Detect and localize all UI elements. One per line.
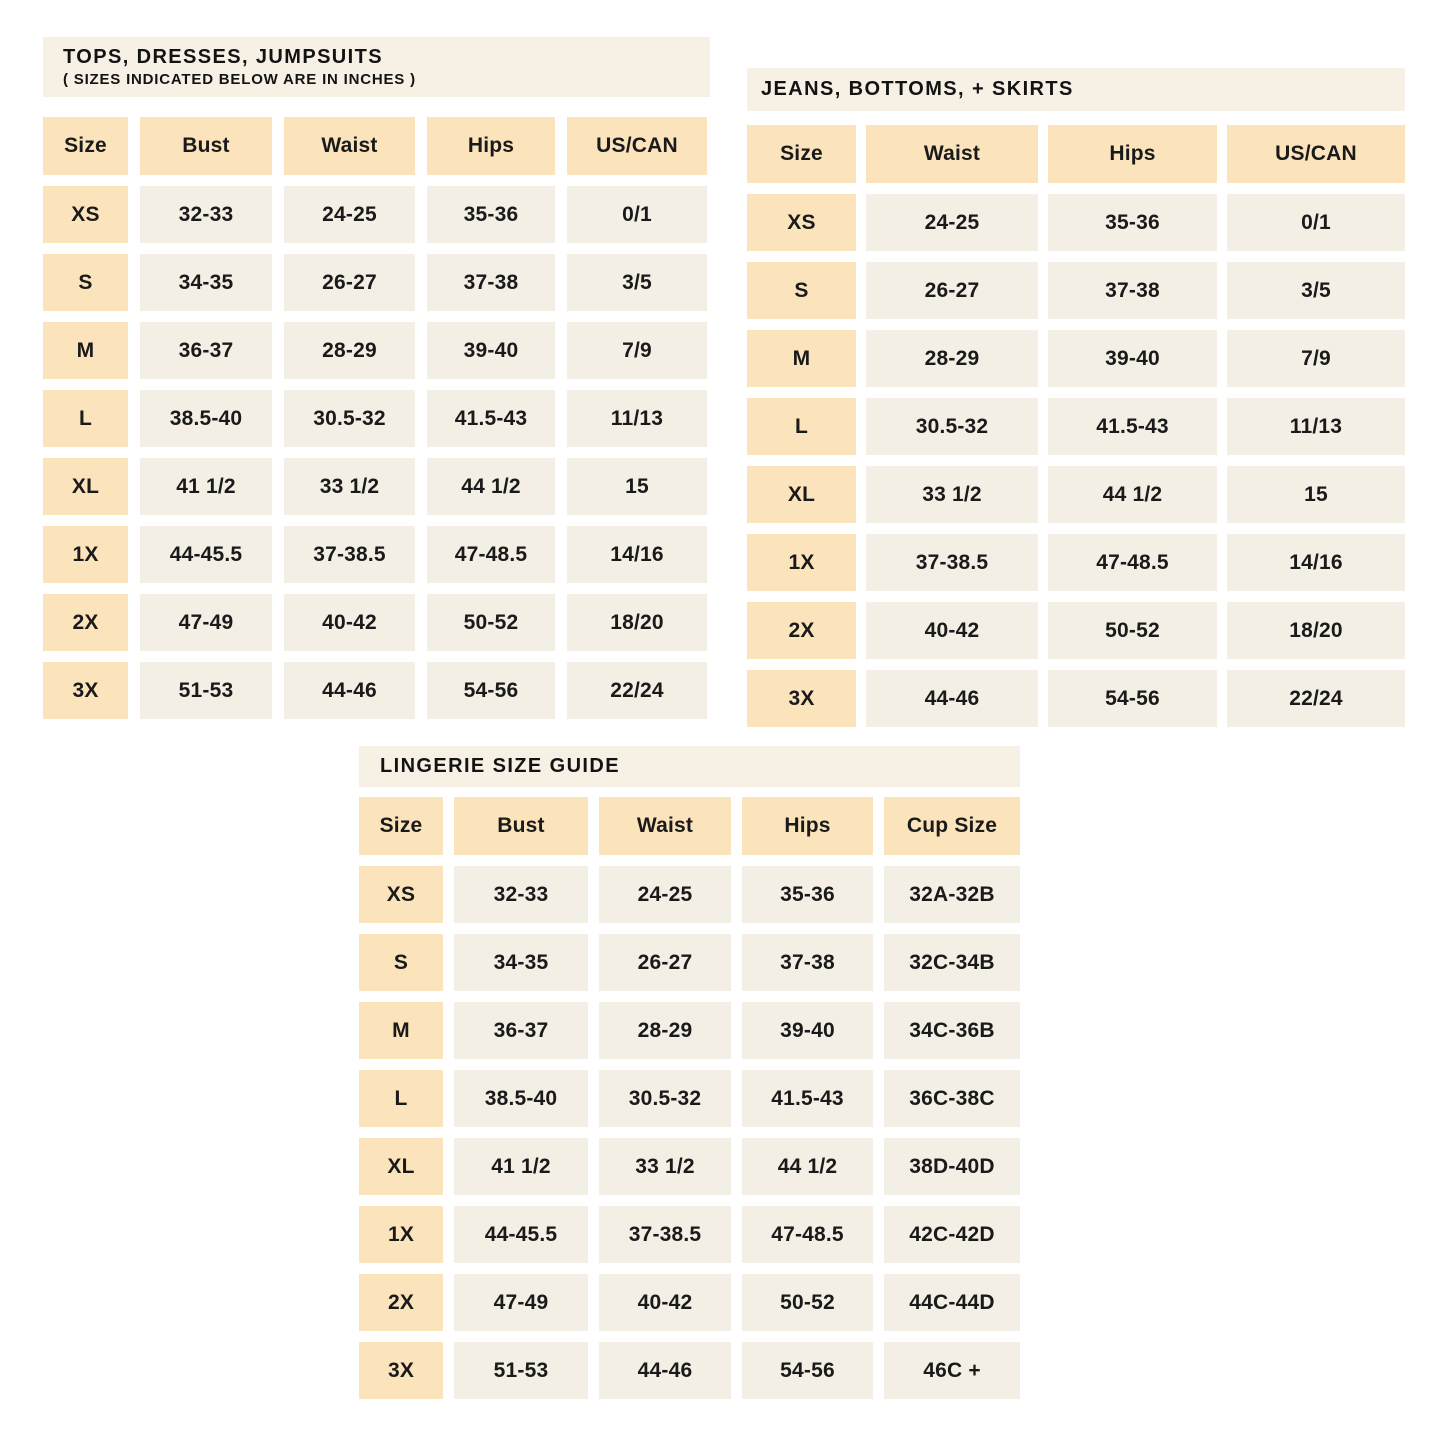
measurement-cell: 38.5-40 bbox=[140, 390, 272, 447]
column-header-waist: Waist bbox=[284, 117, 415, 175]
measurement-cell: 41.5-43 bbox=[742, 1070, 873, 1127]
measurement-cell: 18/20 bbox=[1227, 602, 1405, 659]
measurement-cell: 41.5-43 bbox=[1048, 398, 1217, 455]
measurement-cell: 41 1/2 bbox=[140, 458, 272, 515]
measurement-cell: 39-40 bbox=[742, 1002, 873, 1059]
measurement-cell: 0/1 bbox=[567, 186, 707, 243]
size-label-cell: S bbox=[747, 262, 856, 319]
size-label-cell: 1X bbox=[747, 534, 856, 591]
measurement-cell: 46C + bbox=[884, 1342, 1020, 1399]
column-header-waist: Waist bbox=[599, 797, 731, 855]
lingerie-size-guide-table bbox=[359, 746, 1020, 1399]
measurement-cell: 34C-36B bbox=[884, 1002, 1020, 1059]
size-label-cell: S bbox=[43, 254, 128, 311]
column-header-waist: Waist bbox=[866, 125, 1038, 183]
jeans-table-title: JEANS, BOTTOMS, + SKIRTS bbox=[761, 78, 1074, 100]
measurement-cell: 32-33 bbox=[454, 866, 588, 923]
measurement-cell: 30.5-32 bbox=[599, 1070, 731, 1127]
column-header-size: Size bbox=[747, 125, 856, 183]
measurement-cell: 54-56 bbox=[427, 662, 555, 719]
size-label-cell: 2X bbox=[359, 1274, 443, 1331]
measurement-cell: 44-45.5 bbox=[454, 1206, 588, 1263]
tops-dresses-jumpsuits-table bbox=[43, 37, 710, 719]
size-label-cell: 1X bbox=[43, 526, 128, 583]
measurement-cell: 22/24 bbox=[567, 662, 707, 719]
size-label-cell: M bbox=[359, 1002, 443, 1059]
tops-table-title-bar bbox=[43, 37, 710, 97]
measurement-cell: 42C-42D bbox=[884, 1206, 1020, 1263]
size-label-cell: 3X bbox=[359, 1342, 443, 1399]
measurement-cell: 47-48.5 bbox=[427, 526, 555, 583]
column-header-us-can: US/CAN bbox=[567, 117, 707, 175]
column-header-cup-size: Cup Size bbox=[884, 797, 1020, 855]
size-label-cell: 3X bbox=[747, 670, 856, 727]
size-label-cell: XL bbox=[359, 1138, 443, 1195]
measurement-cell: 36C-38C bbox=[884, 1070, 1020, 1127]
jeans-table-grid bbox=[747, 125, 1405, 727]
measurement-cell: 28-29 bbox=[866, 330, 1038, 387]
column-header-bust: Bust bbox=[140, 117, 272, 175]
measurement-cell: 34-35 bbox=[140, 254, 272, 311]
jeans-table-title-bar bbox=[747, 68, 1405, 111]
measurement-cell: 38D-40D bbox=[884, 1138, 1020, 1195]
size-label-cell: M bbox=[43, 322, 128, 379]
measurement-cell: 32A-32B bbox=[884, 866, 1020, 923]
measurement-cell: 35-36 bbox=[427, 186, 555, 243]
measurement-cell: 26-27 bbox=[866, 262, 1038, 319]
measurement-cell: 44 1/2 bbox=[742, 1138, 873, 1195]
measurement-cell: 44-46 bbox=[599, 1342, 731, 1399]
measurement-cell: 28-29 bbox=[284, 322, 415, 379]
size-label-cell: XL bbox=[747, 466, 856, 523]
column-header-size: Size bbox=[359, 797, 443, 855]
measurement-cell: 37-38.5 bbox=[284, 526, 415, 583]
measurement-cell: 18/20 bbox=[567, 594, 707, 651]
measurement-cell: 24-25 bbox=[599, 866, 731, 923]
column-header-hips: Hips bbox=[427, 117, 555, 175]
measurement-cell: 37-38 bbox=[427, 254, 555, 311]
measurement-cell: 54-56 bbox=[1048, 670, 1217, 727]
measurement-cell: 24-25 bbox=[284, 186, 415, 243]
size-label-cell: 1X bbox=[359, 1206, 443, 1263]
measurement-cell: 44 1/2 bbox=[427, 458, 555, 515]
column-header-hips: Hips bbox=[1048, 125, 1217, 183]
size-label-cell: XS bbox=[43, 186, 128, 243]
measurement-cell: 28-29 bbox=[599, 1002, 731, 1059]
column-header-us-can: US/CAN bbox=[1227, 125, 1405, 183]
measurement-cell: 11/13 bbox=[567, 390, 707, 447]
measurement-cell: 34-35 bbox=[454, 934, 588, 991]
measurement-cell: 47-48.5 bbox=[742, 1206, 873, 1263]
size-label-cell: XL bbox=[43, 458, 128, 515]
measurement-cell: 3/5 bbox=[1227, 262, 1405, 319]
measurement-cell: 39-40 bbox=[427, 322, 555, 379]
column-header-bust: Bust bbox=[454, 797, 588, 855]
size-label-cell: L bbox=[43, 390, 128, 447]
measurement-cell: 33 1/2 bbox=[866, 466, 1038, 523]
lingerie-table-title: LINGERIE SIZE GUIDE bbox=[380, 755, 620, 777]
measurement-cell: 44-46 bbox=[866, 670, 1038, 727]
measurement-cell: 35-36 bbox=[1048, 194, 1217, 251]
tops-table-subtitle: ( SIZES INDICATED BELOW ARE IN INCHES ) bbox=[63, 70, 416, 88]
measurement-cell: 26-27 bbox=[284, 254, 415, 311]
size-label-cell: S bbox=[359, 934, 443, 991]
measurement-cell: 51-53 bbox=[454, 1342, 588, 1399]
measurement-cell: 40-42 bbox=[284, 594, 415, 651]
tops-table-title: TOPS, DRESSES, JUMPSUITS bbox=[63, 45, 383, 68]
measurement-cell: 37-38 bbox=[742, 934, 873, 991]
lingerie-table-grid bbox=[359, 797, 1020, 1399]
measurement-cell: 41 1/2 bbox=[454, 1138, 588, 1195]
measurement-cell: 11/13 bbox=[1227, 398, 1405, 455]
measurement-cell: 40-42 bbox=[599, 1274, 731, 1331]
column-header-hips: Hips bbox=[742, 797, 873, 855]
measurement-cell: 35-36 bbox=[742, 866, 873, 923]
measurement-cell: 37-38.5 bbox=[866, 534, 1038, 591]
measurement-cell: 38.5-40 bbox=[454, 1070, 588, 1127]
measurement-cell: 7/9 bbox=[1227, 330, 1405, 387]
size-label-cell: XS bbox=[747, 194, 856, 251]
measurement-cell: 50-52 bbox=[427, 594, 555, 651]
measurement-cell: 33 1/2 bbox=[599, 1138, 731, 1195]
measurement-cell: 44-46 bbox=[284, 662, 415, 719]
measurement-cell: 44-45.5 bbox=[140, 526, 272, 583]
measurement-cell: 24-25 bbox=[866, 194, 1038, 251]
measurement-cell: 33 1/2 bbox=[284, 458, 415, 515]
measurement-cell: 44 1/2 bbox=[1048, 466, 1217, 523]
measurement-cell: 30.5-32 bbox=[866, 398, 1038, 455]
measurement-cell: 44C-44D bbox=[884, 1274, 1020, 1331]
measurement-cell: 36-37 bbox=[140, 322, 272, 379]
measurement-cell: 0/1 bbox=[1227, 194, 1405, 251]
size-label-cell: 3X bbox=[43, 662, 128, 719]
measurement-cell: 47-49 bbox=[140, 594, 272, 651]
measurement-cell: 3/5 bbox=[567, 254, 707, 311]
measurement-cell: 22/24 bbox=[1227, 670, 1405, 727]
measurement-cell: 30.5-32 bbox=[284, 390, 415, 447]
measurement-cell: 14/16 bbox=[1227, 534, 1405, 591]
measurement-cell: 47-49 bbox=[454, 1274, 588, 1331]
size-label-cell: 2X bbox=[43, 594, 128, 651]
measurement-cell: 7/9 bbox=[567, 322, 707, 379]
measurement-cell: 50-52 bbox=[742, 1274, 873, 1331]
column-header-size: Size bbox=[43, 117, 128, 175]
measurement-cell: 41.5-43 bbox=[427, 390, 555, 447]
size-label-cell: M bbox=[747, 330, 856, 387]
measurement-cell: 15 bbox=[1227, 466, 1405, 523]
measurement-cell: 37-38 bbox=[1048, 262, 1217, 319]
measurement-cell: 32C-34B bbox=[884, 934, 1020, 991]
measurement-cell: 39-40 bbox=[1048, 330, 1217, 387]
measurement-cell: 50-52 bbox=[1048, 602, 1217, 659]
size-label-cell: 2X bbox=[747, 602, 856, 659]
lingerie-table-title-bar bbox=[359, 746, 1020, 787]
measurement-cell: 54-56 bbox=[742, 1342, 873, 1399]
measurement-cell: 51-53 bbox=[140, 662, 272, 719]
measurement-cell: 47-48.5 bbox=[1048, 534, 1217, 591]
measurement-cell: 15 bbox=[567, 458, 707, 515]
measurement-cell: 40-42 bbox=[866, 602, 1038, 659]
tops-table-grid bbox=[43, 117, 710, 719]
size-label-cell: XS bbox=[359, 866, 443, 923]
measurement-cell: 14/16 bbox=[567, 526, 707, 583]
jeans-bottoms-skirts-table bbox=[747, 68, 1405, 727]
size-label-cell: L bbox=[747, 398, 856, 455]
measurement-cell: 32-33 bbox=[140, 186, 272, 243]
measurement-cell: 26-27 bbox=[599, 934, 731, 991]
measurement-cell: 37-38.5 bbox=[599, 1206, 731, 1263]
measurement-cell: 36-37 bbox=[454, 1002, 588, 1059]
size-label-cell: L bbox=[359, 1070, 443, 1127]
